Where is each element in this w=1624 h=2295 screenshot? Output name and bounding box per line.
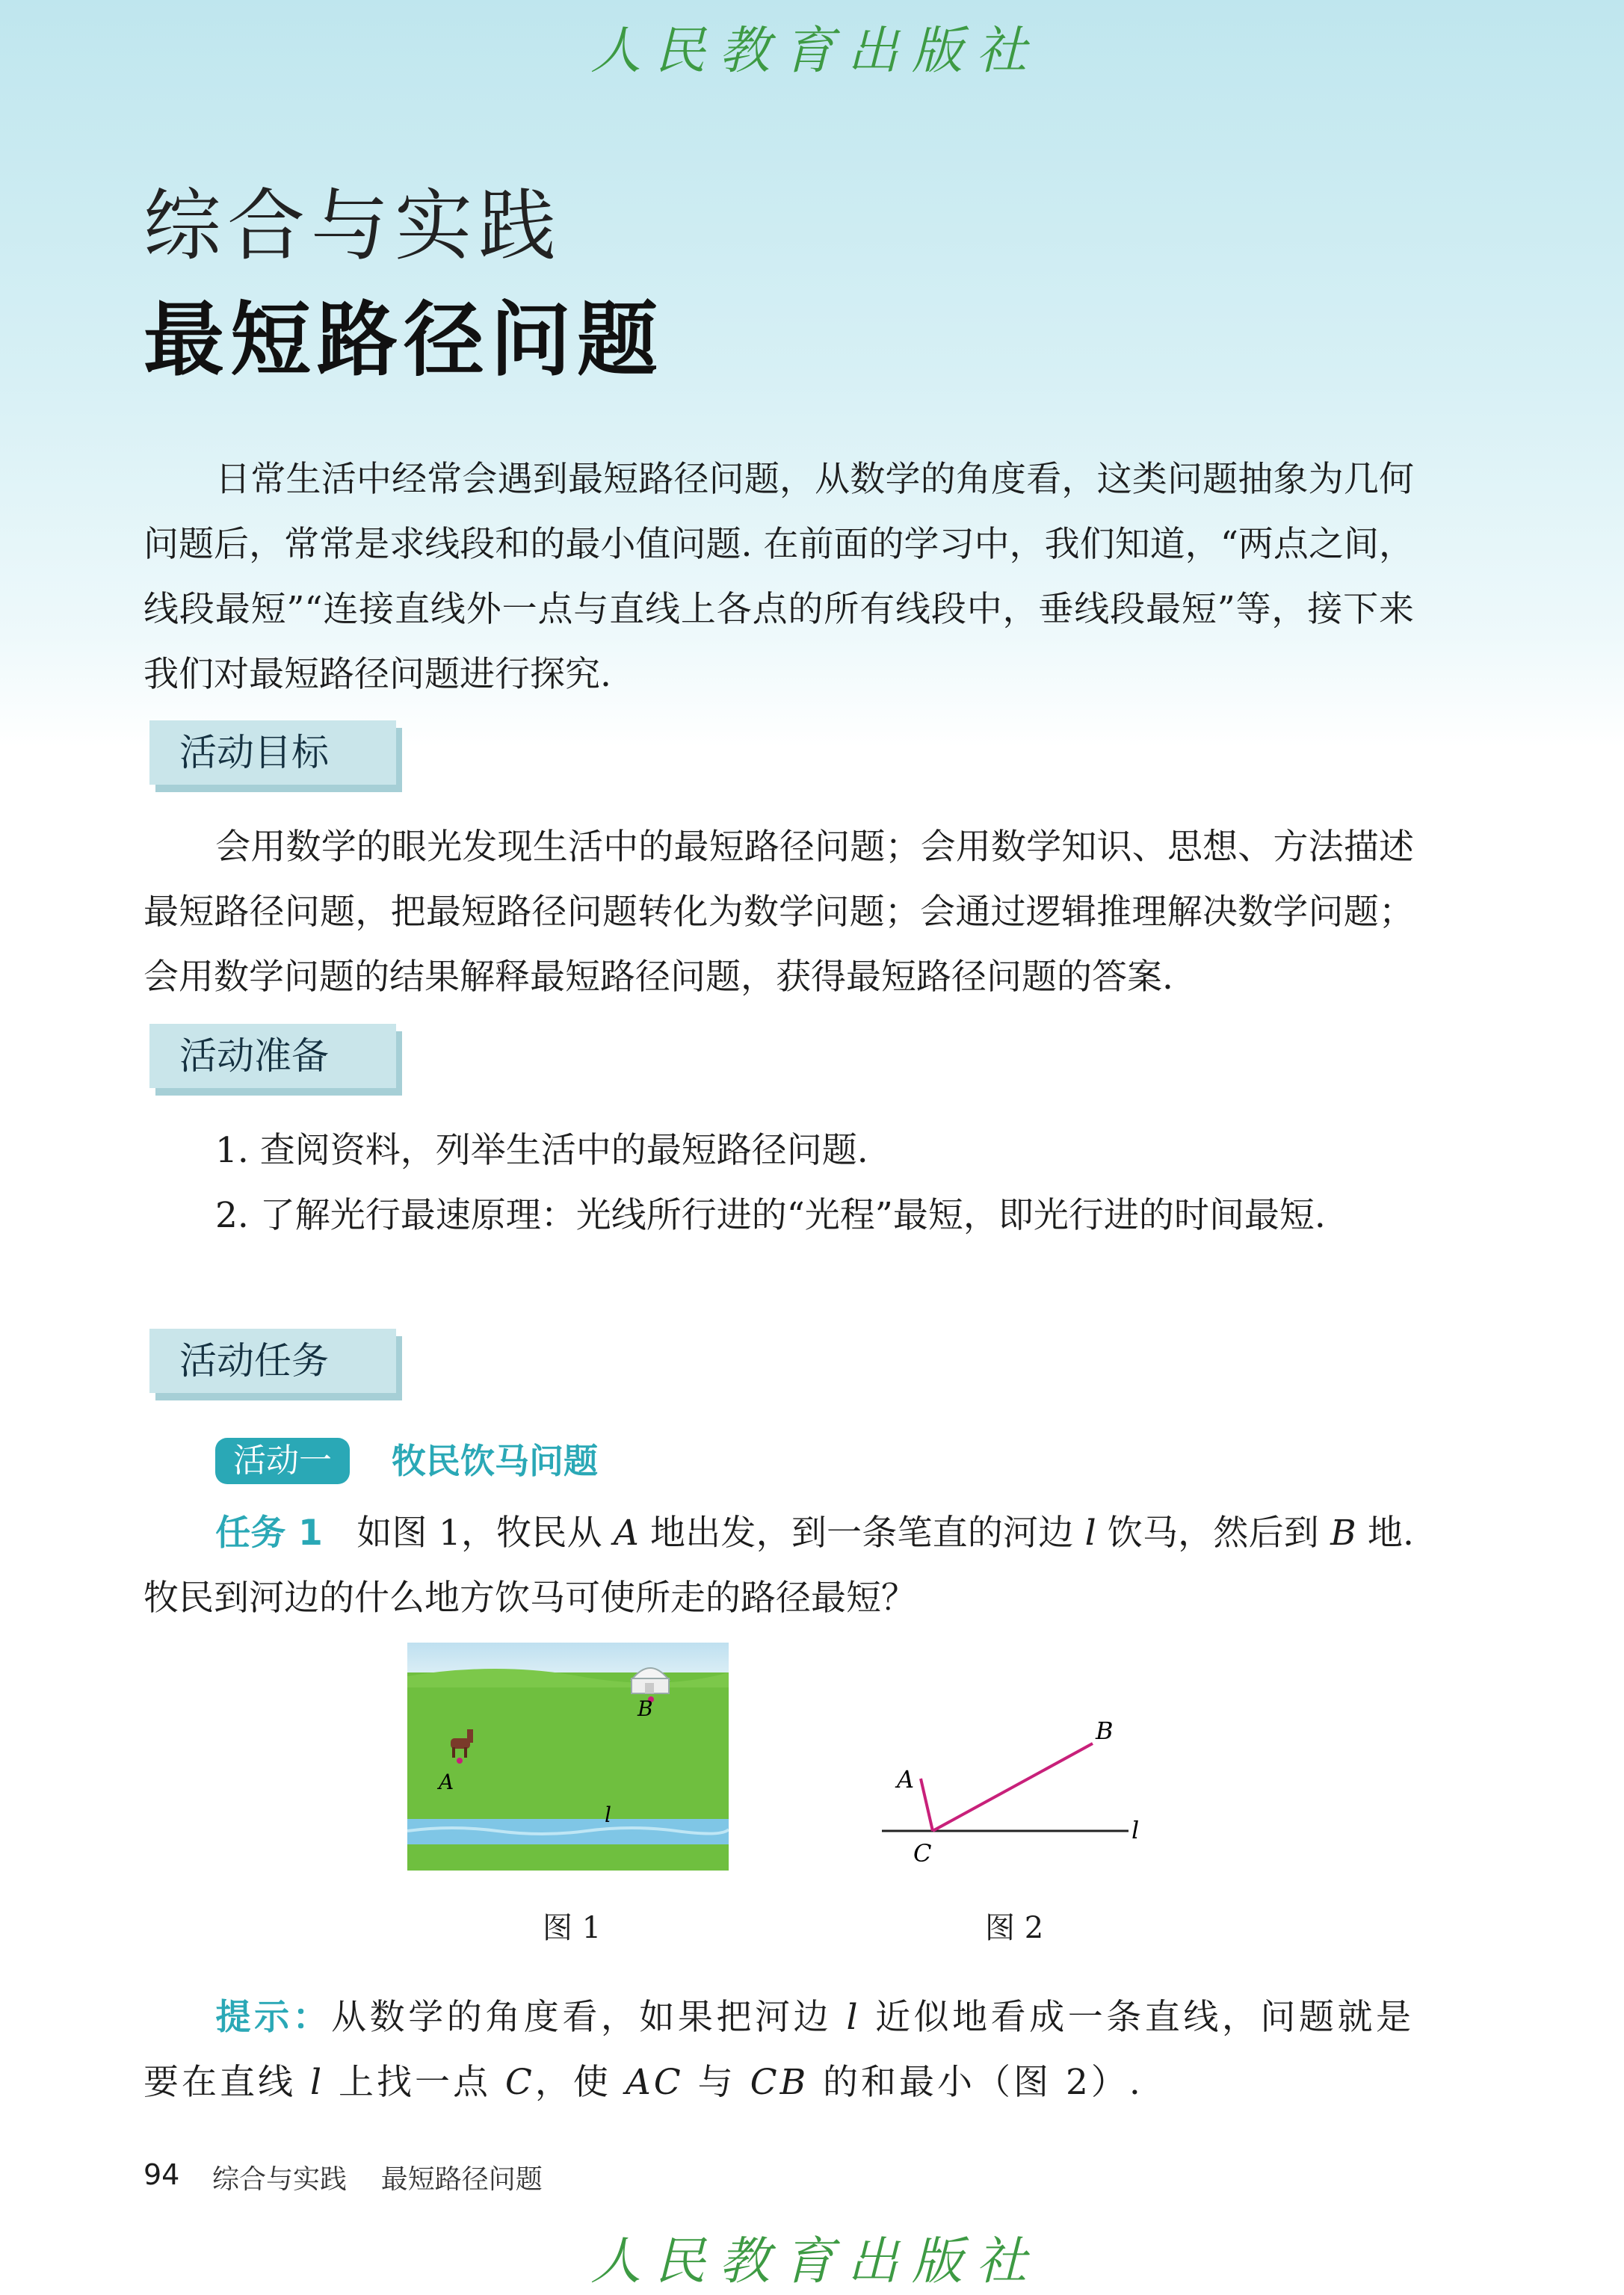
hint-var-AC: AC	[625, 2062, 684, 2103]
activity-title: 牧民饮马问题	[392, 1441, 598, 1481]
fig2-label-A: A	[897, 1765, 915, 1794]
page-number: 94	[143, 2158, 180, 2191]
section-tag-prep: 活动准备	[149, 1024, 396, 1088]
fig1-label-l: l	[605, 1803, 611, 1827]
hint-text-a: 从数学的角度看，如果把河边	[331, 1997, 847, 2038]
point-A-marker	[457, 1758, 463, 1764]
hint-text-f: 的和最小（图 2）.	[809, 2062, 1143, 2103]
var-A: A	[613, 1513, 639, 1554]
section-tag-task: 活动任务	[149, 1329, 396, 1393]
var-B: B	[1330, 1513, 1356, 1554]
hint-text-e: 与	[683, 2062, 750, 2103]
goal-text: 会用数学的眼光发现生活中的最短路径问题；会用数学知识、思想、方法描述最短路径问题，把最短路径问题转化为数学问题；会通过逻辑推理解决数学问题；会用数学问题的结果解释最短路径问题，获得最短路径问题的答案.	[143, 827, 1414, 998]
fig2-label-B: B	[1096, 1717, 1114, 1745]
task-1-text-b: 地出发，到一条笔直的河边	[638, 1513, 1085, 1554]
task-1-text-a: 如图 1，牧民从	[356, 1513, 614, 1554]
hint-text-b: 近似地看成一条直线，问题就是要在直线	[143, 1997, 1414, 2103]
fig1-label-B: B	[637, 1696, 653, 1721]
section-tag-goal: 活动目标	[149, 720, 396, 785]
task-1-text-d: 地. 牧民到河边的什么地方饮马可使所走的路径最短？	[143, 1513, 1414, 1619]
segment-AC	[921, 1779, 933, 1831]
task-1-text-c: 饮马，然后到	[1096, 1513, 1331, 1554]
prep-item-2-text: 2. 了解光行最速原理：光线所行进的“光程”最短，即光行进的时间最短.	[215, 1195, 1326, 1236]
hint-var-l-2: l	[309, 2062, 324, 2103]
figure-1-illustration	[407, 1643, 729, 1871]
hint-paragraph	[143, 1985, 1414, 2115]
hint-text-d: ，使	[534, 2062, 626, 2103]
running-title: 综合与实践 最短路径问题	[212, 2164, 543, 2195]
hint-var-l: l	[846, 1997, 861, 2038]
figure-2-caption: 图 2	[985, 1911, 1044, 1945]
page-title-line1: 综合与实践	[143, 180, 563, 271]
intro-paragraph	[143, 447, 1414, 707]
activity-badge: 活动一	[215, 1438, 350, 1484]
hint-label: 提示：	[215, 1997, 332, 2038]
page-title-line2: 最短路径问题	[143, 294, 664, 387]
prep-item-1	[143, 1118, 1414, 1183]
far-bank	[407, 1844, 729, 1871]
task-1-label: 任务 1	[215, 1513, 323, 1554]
hint-var-C: C	[504, 2062, 535, 2103]
figure-1-caption: 图 1	[543, 1911, 602, 1945]
prep-item-2	[143, 1183, 1414, 1248]
hint-text-c: 上找一点	[324, 2062, 505, 2103]
publisher-logo-top: 人民教育出版社	[590, 22, 1041, 81]
fig2-label-C: C	[913, 1839, 932, 1868]
fig1-label-A: A	[439, 1770, 454, 1794]
publisher-logo-bottom: 人民教育出版社	[590, 2232, 1041, 2291]
task-1-paragraph	[143, 1501, 1414, 1631]
fig2-label-l: l	[1131, 1816, 1140, 1844]
intro-text: 日常生活中经常会遇到最短路径问题，从数学的角度看，这类问题抽象为几何问题后，常常是求线段和的最小值问题. 在前面的学习中，我们知道，“两点之间，线段最短”“连接直线外一点与直线上各点的所有线段中，垂线段最短”等，接下来我们对最短路径问题进行探究.	[143, 459, 1414, 695]
hint-var-CB: CB	[750, 2062, 809, 2103]
figure-2-diagram	[874, 1700, 1143, 1872]
segment-CB	[933, 1743, 1093, 1831]
var-l: l	[1084, 1513, 1096, 1554]
goal-paragraph	[143, 815, 1414, 1010]
prep-item-1-text: 1. 查阅资料，列举生活中的最短路径问题.	[215, 1130, 868, 1171]
